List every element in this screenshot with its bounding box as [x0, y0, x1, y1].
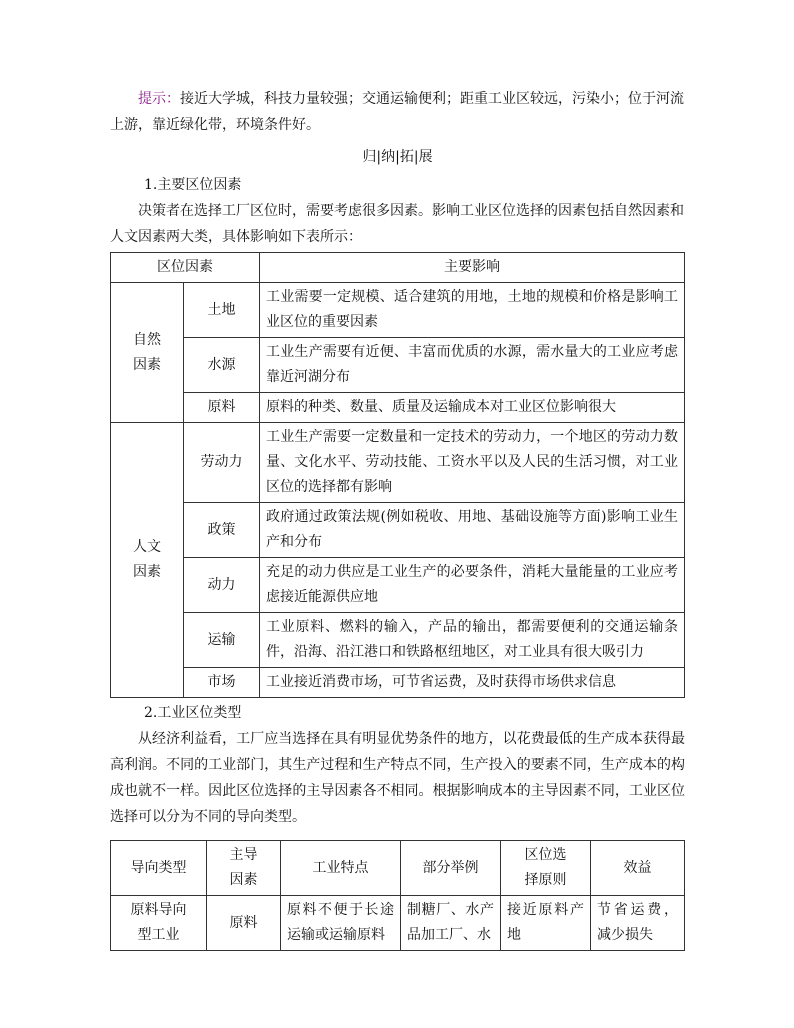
factor-cell: 劳动力 [184, 423, 260, 503]
table-row [111, 613, 685, 668]
part2-title: 2.工业区位类型 [144, 705, 242, 721]
table-cell: 接近原料产地 [501, 896, 591, 951]
part1-intro: 决策者在选择工厂区位时，需要考虑很多因素。影响工业区位选择的因素包括自然因素和人文因素两大类，具体影响如下表所示： [110, 203, 684, 245]
factor-cell: 动力 [184, 558, 260, 613]
table-row [111, 423, 685, 503]
group-natural: 自然 因素 [111, 283, 184, 423]
table-header-row [111, 841, 685, 896]
table-cell: 节省运费，减少损失 [591, 896, 685, 951]
table-cell: 原料导向 型工业 [111, 896, 207, 951]
table-row [111, 338, 685, 393]
hint-paragraph [110, 86, 685, 138]
effect-cell: 工业需要一定规模、适合建筑的用地，土地的规模和价格是影响工业区位的重要因素 [260, 283, 685, 338]
factor-cell: 政策 [184, 503, 260, 558]
table-row [111, 896, 685, 951]
factor-cell: 市场 [184, 668, 260, 698]
header-factor: 区位因素 [111, 253, 260, 283]
effect-cell: 工业原料、燃料的输入，产品的输出，都需要便利的交通运输条件，沿海、沿江港口和铁路枢纽地区，对工业具有很大吸引力 [260, 613, 685, 668]
effect-cell: 工业生产需要有近便、丰富而优质的水源，需水量大的工业应考虑靠近河湖分布 [260, 338, 685, 393]
effect-cell: 充足的动力供应是工业生产的必要条件，消耗大量能量的工业应考虑接近能源供应地 [260, 558, 685, 613]
hint-label: 提示： [138, 91, 180, 107]
table-cell: 制糖厂、水产品加工厂、水 [401, 896, 501, 951]
part2-intro: 从经济利益看，工厂应当选择在具有明显优势条件的地方，以花费最低的生产成本获得最高利润。不同的工业部门，其生产过程和生产特点不同，生产投入的要素不同，生产成本的构成也就不一样。因此区位选择的主导因素各不相同。根据影响成本的主导因素不同，工业区位选择可以分为不同的导向类型。 [110, 731, 685, 825]
table-row [111, 393, 685, 423]
header-cell: 主导 因素 [207, 841, 281, 896]
table-cell: 原料不便于长途运输或运输原料 [281, 896, 401, 951]
table-row [111, 668, 685, 698]
document-page [110, 86, 685, 951]
header-effect: 主要影响 [260, 253, 685, 283]
header-cell: 区位选 择原则 [501, 841, 591, 896]
factor-cell: 水源 [184, 338, 260, 393]
effect-cell: 政府通过政策法规(例如税收、用地、基础设施等方面)影响工业生产和分布 [260, 503, 685, 558]
factor-cell: 运输 [184, 613, 260, 668]
section-title: 归|纳|拓|展 [362, 149, 433, 165]
group-human: 人文 因素 [111, 423, 184, 698]
table-header-row [111, 253, 685, 283]
header-cell: 部分举例 [401, 841, 501, 896]
table-cell: 原料 [207, 896, 281, 951]
effect-cell: 工业生产需要一定数量和一定技术的劳动力，一个地区的劳动力数量、文化水平、劳动技能、工资水平以及人民的生活习惯，对工业区位的选择都有影响 [260, 423, 685, 503]
industry-types-table [110, 840, 685, 951]
table-row [111, 558, 685, 613]
factor-cell: 原料 [184, 393, 260, 423]
header-cell: 效益 [591, 841, 685, 896]
part1-title: 1.主要区位因素 [144, 177, 242, 193]
hint-text: 接近大学城，科技力量较强；交通运输便利；距重工业区较远，污染小；位于河流上游，靠近绿化带，环境条件好。 [110, 91, 684, 133]
effect-cell: 工业接近消费市场，可节省运费，及时获得市场供求信息 [260, 668, 685, 698]
header-cell: 工业特点 [281, 841, 401, 896]
effect-cell: 原料的种类、数量、质量及运输成本对工业区位影响很大 [260, 393, 685, 423]
table-row [111, 503, 685, 558]
table-row [111, 283, 685, 338]
header-cell: 导向类型 [111, 841, 207, 896]
location-factors-table [110, 252, 685, 698]
factor-cell: 土地 [184, 283, 260, 338]
